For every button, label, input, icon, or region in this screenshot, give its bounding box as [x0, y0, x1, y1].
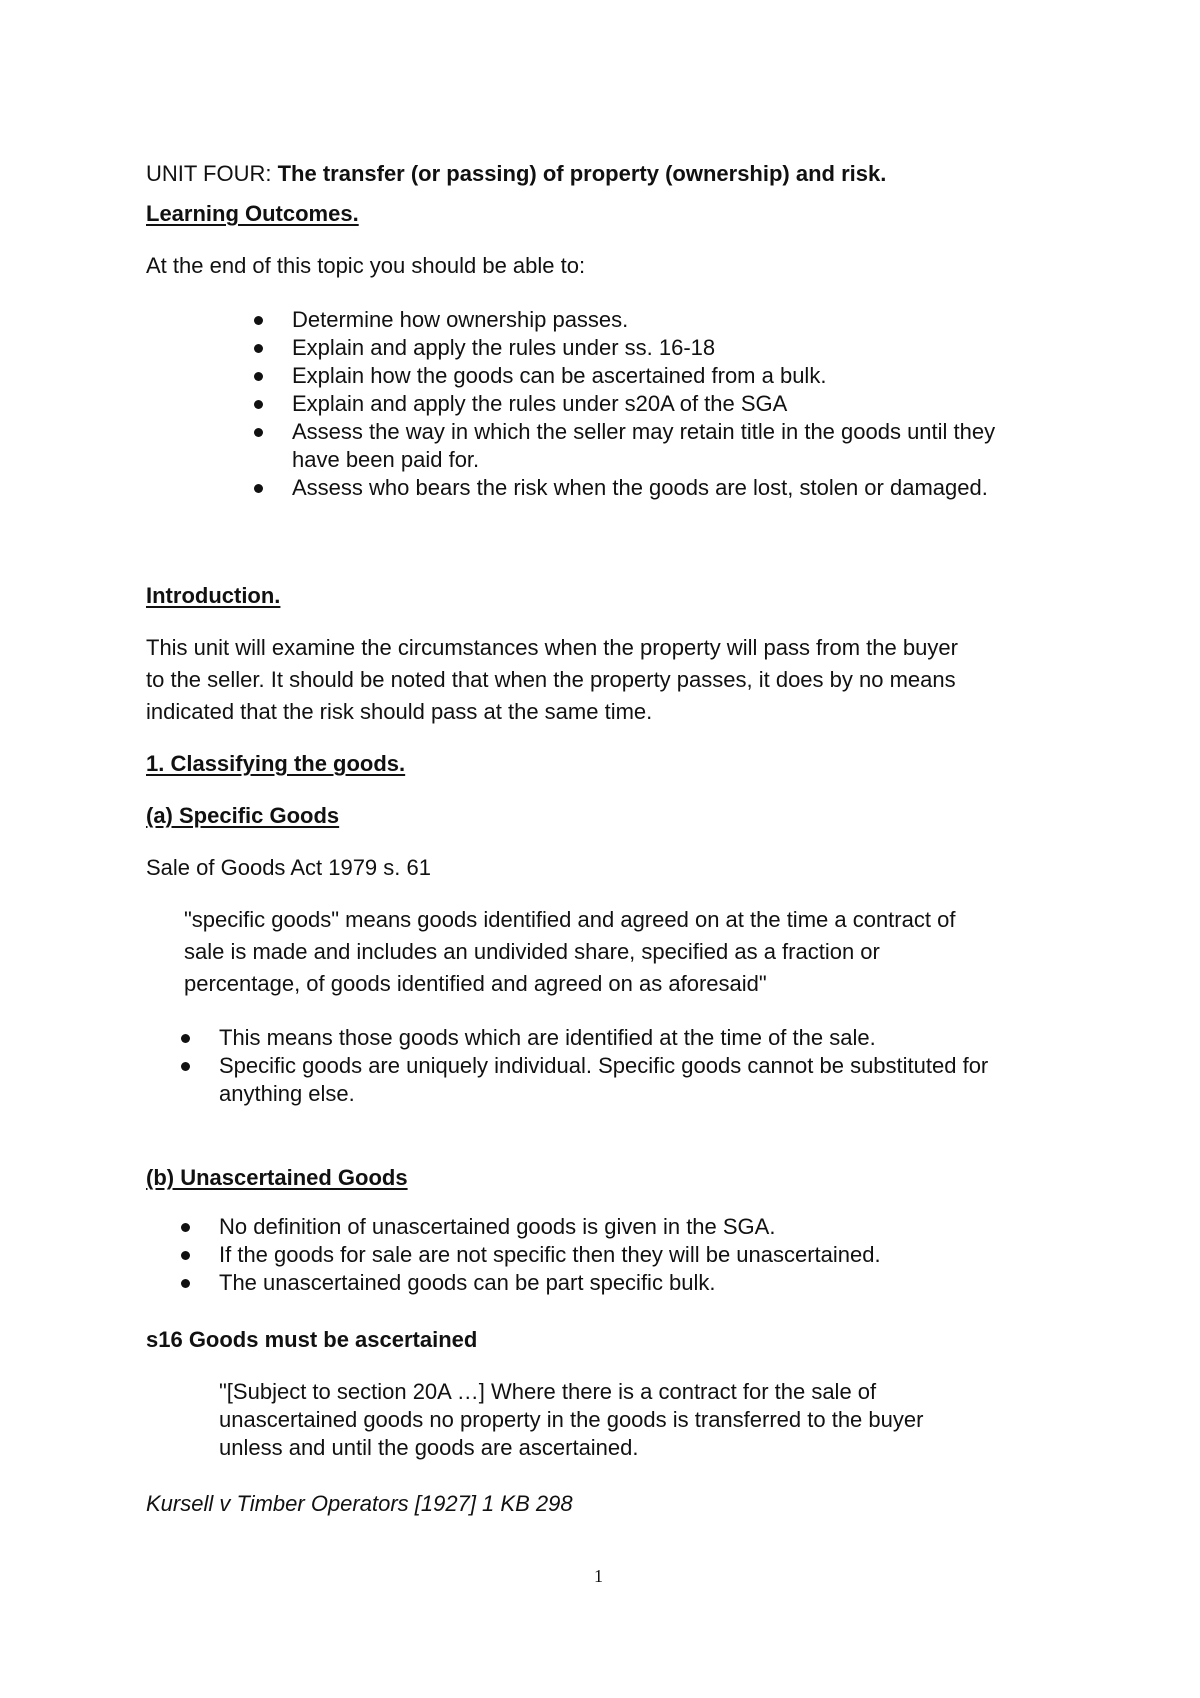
- unascertained-goods-list: [219, 1213, 1059, 1297]
- introduction-paragraph: [146, 632, 1076, 728]
- specific-goods-title: (a) Specific Goods: [146, 803, 340, 828]
- quote-line: sale is made and includes an undivided share, specified as a fraction or: [184, 939, 880, 964]
- quote-line: unascertained goods no property in the goods is transferred to the buyer: [219, 1407, 924, 1432]
- unit-heading-title: The transfer (or passing) of property (ownership) and risk.: [271, 161, 887, 186]
- bullet-icon: [181, 1062, 190, 1071]
- specific-goods-list: [219, 1024, 1059, 1108]
- page-number: 1: [594, 1566, 603, 1586]
- unit-heading-prefix: UNIT FOUR:: [146, 161, 272, 186]
- list-item: Specific goods are uniquely individual. Specific goods cannot be substituted for anything else.: [219, 1052, 1059, 1108]
- statute-reference: Sale of Goods Act 1979 s. 61: [146, 855, 431, 880]
- quote-line: percentage, of goods identified and agreed on as aforesaid": [184, 971, 767, 996]
- bullet-icon: [254, 484, 263, 493]
- list-item: Assess the way in which the seller may retain title in the goods until they have been paid for.: [292, 418, 1032, 474]
- unit-heading: [146, 158, 886, 190]
- paragraph-line: indicated that the risk should pass at the same time.: [146, 699, 653, 724]
- s16-quote: [219, 1378, 1059, 1462]
- bullet-icon: [181, 1223, 190, 1232]
- bullet-icon: [181, 1279, 190, 1288]
- list-item: Explain how the goods can be ascertained from a bulk.: [292, 362, 1032, 390]
- list-item: This means those goods which are identified at the time of the sale.: [219, 1024, 1059, 1052]
- list-item: The unascertained goods can be part specific bulk.: [219, 1269, 1059, 1297]
- bullet-icon: [254, 372, 263, 381]
- bullet-icon: [254, 316, 263, 325]
- quote-line: "specific goods" means goods identified and agreed on at the time a contract of: [184, 907, 956, 932]
- s16-title: s16 Goods must be ascertained: [146, 1327, 478, 1352]
- list-item: Explain and apply the rules under ss. 16-18: [292, 334, 1032, 362]
- paragraph-line: This unit will examine the circumstances when the property will pass from the buyer: [146, 635, 958, 660]
- learning-outcomes-intro: At the end of this topic you should be able to:: [146, 253, 586, 278]
- bullet-icon: [254, 428, 263, 437]
- bullet-icon: [254, 344, 263, 353]
- case-citation: Kursell v Timber Operators [1927] 1 KB 298: [146, 1491, 573, 1516]
- quote-line: unless and until the goods are ascertained.: [219, 1435, 639, 1460]
- bullet-icon: [254, 400, 263, 409]
- introduction-title: Introduction.: [146, 583, 281, 608]
- unascertained-goods-title: (b) Unascertained Goods: [146, 1165, 408, 1190]
- bullet-icon: [181, 1034, 190, 1043]
- paragraph-line: to the seller. It should be noted that when the property passes, it does by no means: [146, 667, 956, 692]
- list-item: Explain and apply the rules under s20A of the SGA: [292, 390, 1032, 418]
- quote-line: "[Subject to section 20A …] Where there is a contract for the sale of: [219, 1379, 877, 1404]
- list-item: Determine how ownership passes.: [292, 306, 1032, 334]
- specific-goods-quote: [184, 904, 1064, 1000]
- list-item: No definition of unascertained goods is given in the SGA.: [219, 1213, 1059, 1241]
- list-item: If the goods for sale are not specific then they will be unascertained.: [219, 1241, 1059, 1269]
- bullet-icon: [181, 1251, 190, 1260]
- section-1-title: 1. Classifying the goods.: [146, 751, 406, 776]
- learning-outcomes-title: Learning Outcomes.: [146, 201, 359, 226]
- list-item: Assess who bears the risk when the goods are lost, stolen or damaged.: [292, 474, 1032, 502]
- learning-outcomes-list: [292, 306, 1032, 502]
